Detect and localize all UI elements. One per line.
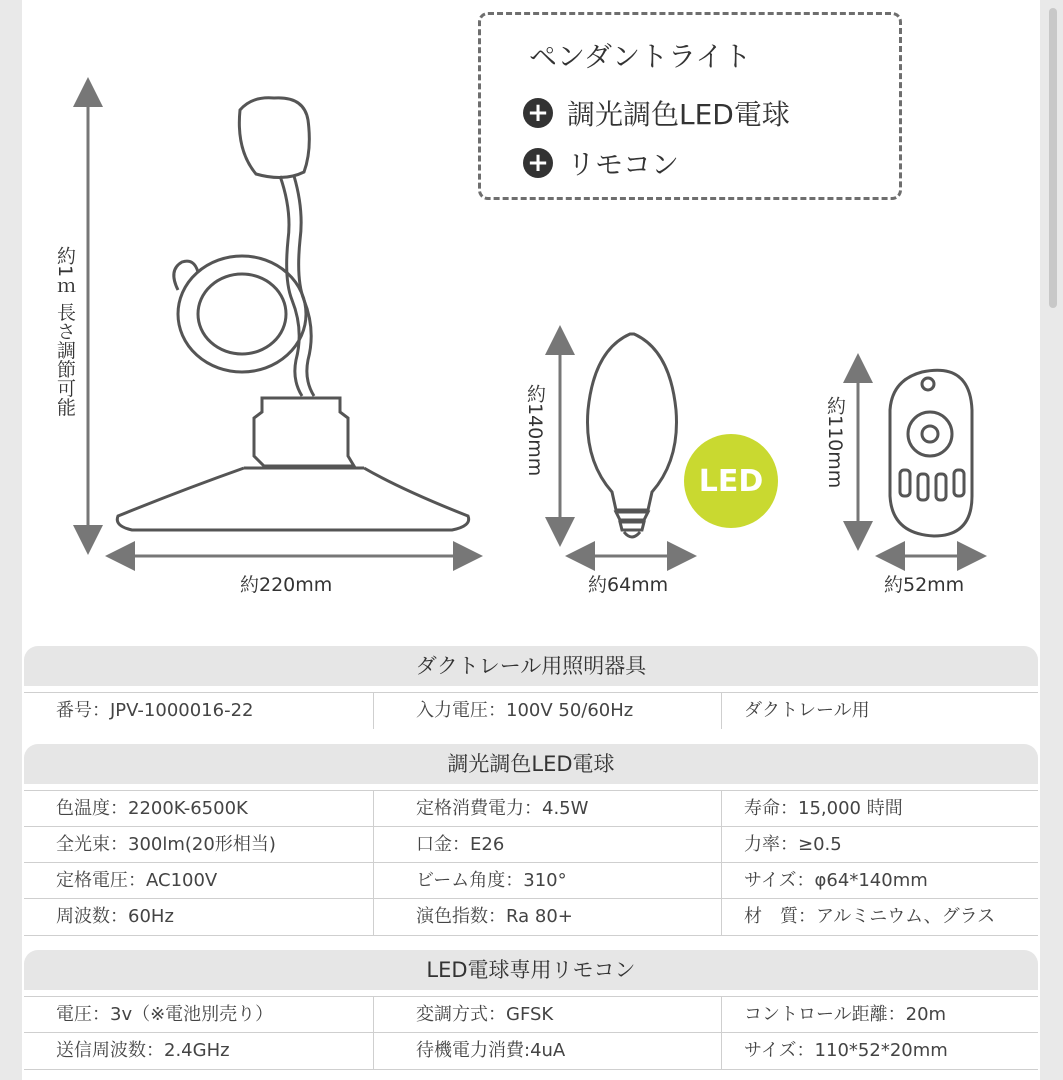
callout-item-label: 調光調色LED電球: [567, 98, 790, 131]
table-cell: 入力電圧：100V 50/60Hz: [374, 693, 722, 729]
callout-title: ペンダントライト: [529, 40, 752, 73]
led-badge: LED: [684, 434, 778, 528]
plus-circle-icon: +: [523, 98, 553, 128]
table-row: [24, 1032, 1038, 1070]
table-cell: 色温度：2200K-6500K: [24, 791, 374, 827]
table-cell: サイズ：φ64*140mm: [744, 870, 928, 891]
table-row: [24, 790, 1038, 827]
table-cell: 番号：JPV-1000016-22: [24, 693, 374, 729]
remote-height-label: 約110mm: [824, 396, 846, 489]
pendant-lamp-drawing: [117, 98, 468, 530]
section-header-remote: LED電球専用リモコン: [24, 950, 1038, 990]
table-cell: 材 質：アルミニウム、グラス: [744, 906, 996, 927]
table-cell: ビーム角度：310°: [374, 863, 722, 899]
table-cell: 全光束：300lm(20形相当): [24, 827, 374, 863]
table-row: [24, 826, 1038, 863]
pendant-height-label: 約1ｍ 長さ調節可能: [54, 246, 76, 417]
table-row: [24, 898, 1038, 936]
table-cell: 変調方式：GFSK: [374, 997, 722, 1033]
table-row: [24, 692, 1038, 729]
table-cell: ダクトレール用: [744, 700, 870, 721]
remote-width-label: 約52mm: [884, 574, 965, 596]
table-cell: サイズ：110*52*20mm: [744, 1040, 948, 1061]
table-row: [24, 862, 1038, 899]
table-cell: 力率：≥0.5: [744, 834, 842, 855]
bulb-height-label: 約140mm: [524, 384, 546, 477]
table-cell: 定格消費電力：4.5W: [374, 791, 722, 827]
plus-circle-icon: +: [523, 148, 553, 178]
scrollbar[interactable]: [1049, 8, 1057, 308]
table-cell: コントロール距離：20m: [744, 1004, 947, 1025]
callout-item-bulb: [523, 93, 790, 133]
remote-control-drawing: [890, 370, 972, 536]
table-cell: 周波数：60Hz: [24, 899, 374, 935]
section-header-duct-rail: ダクトレール用照明器具: [24, 646, 1038, 686]
table-row: [24, 996, 1038, 1033]
package-contents-callout: [478, 12, 902, 200]
table-cell: 電圧：3v（※電池別売り）: [24, 997, 374, 1033]
table-cell: 待機電力消費:4uA: [374, 1033, 722, 1069]
table-cell: 口金：E26: [374, 827, 722, 863]
callout-item-label: リモコン: [567, 148, 680, 181]
led-bulb-drawing: [588, 334, 677, 537]
bulb-width-label: 約64mm: [588, 574, 669, 596]
table-cell: 定格電圧：AC100V: [24, 863, 374, 899]
pendant-width-label: 約220mm: [240, 574, 333, 596]
callout-item-remote: [523, 143, 679, 183]
table-cell: 送信周波数：2.4GHz: [24, 1033, 374, 1069]
product-spec-page: [22, 0, 1040, 1080]
table-cell: 演色指数：Ra 80+: [374, 899, 722, 935]
table-cell: 寿命：15,000 時間: [744, 798, 903, 819]
section-header-led-bulb: 調光調色LED電球: [24, 744, 1038, 784]
